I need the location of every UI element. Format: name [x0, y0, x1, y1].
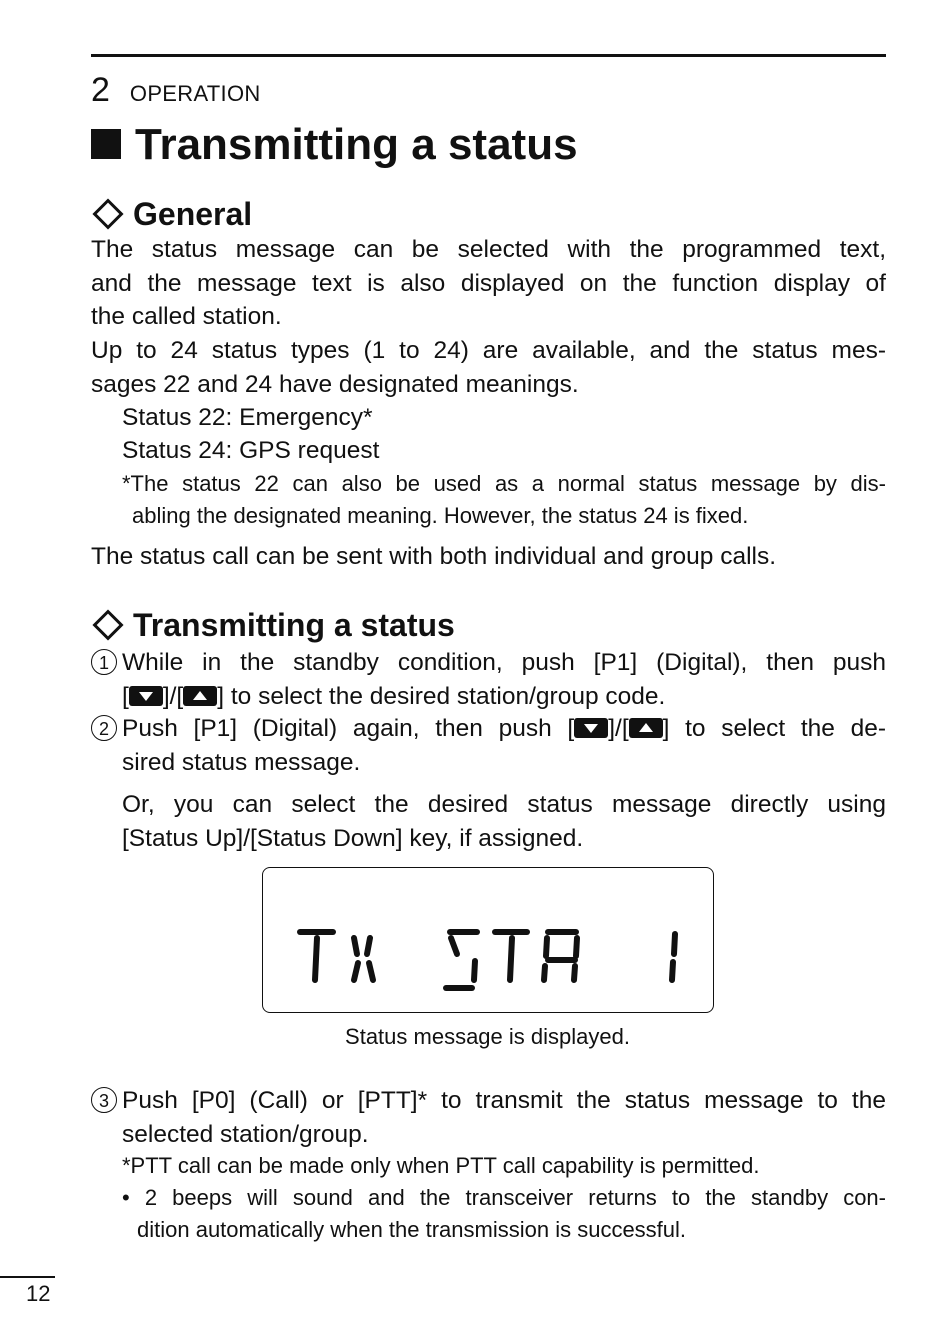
step-1: 1 While in the standby condition, push [P1] (Digital), then push [ ]/[ ] to select the desired station/group code.	[91, 646, 886, 713]
status-24-line: Status 24: GPS request	[122, 437, 380, 464]
down-arrow-key-icon	[129, 686, 163, 706]
header-rule	[91, 54, 886, 57]
step-marker: 1	[91, 649, 117, 675]
square-bullet-icon	[91, 129, 121, 159]
step-marker: 2	[91, 715, 117, 741]
footer-rule	[0, 1276, 55, 1278]
procedure-heading: Transmitting a status	[91, 606, 455, 644]
ptt-note: *PTT call can be made only when PTT call capability is permitted. • 2 beeps will sound and the transceiver returns to the standby con- dition automatically when the transmission is successful.	[122, 1153, 886, 1242]
down-arrow-key-icon	[574, 718, 608, 738]
step-3: 3 Push [P0] (Call) or [PTT]* to transmit the status message to the selected station/group.	[91, 1084, 886, 1151]
step-marker: 3	[91, 1087, 117, 1113]
chapter-number: 2	[91, 71, 110, 109]
general-paragraph-2: Up to 24 status types (1 to 24) are available, and the status mes- sages 22 and 24 have designated meanings.	[91, 337, 886, 398]
general-paragraph-1: The status message can be selected with the programmed text, and the message text is also displayed on the function display of the called station.	[91, 236, 886, 330]
step-2: 2 Push [P1] (Digital) again, then push [ ]/[ ] to select the de- sired status message. Or, you can select the desired status message directly using [Status Up]/[Status Down] key, if assigned.	[91, 712, 886, 855]
section-title	[91, 118, 578, 172]
display-caption: Status message is displayed.	[345, 1024, 630, 1049]
general-paragraph-3: The status call can be sent with both individual and group calls.	[91, 543, 777, 570]
lcd-segment-text	[263, 868, 715, 1014]
up-arrow-key-icon	[629, 718, 663, 738]
page-number: 12	[26, 1281, 51, 1306]
status-22-line: Status 22: Emergency*	[122, 404, 373, 431]
chapter-name: OPERATION	[129, 81, 261, 106]
lcd-display	[262, 867, 714, 1013]
diamond-icon	[92, 609, 123, 640]
up-arrow-key-icon	[183, 686, 217, 706]
general-heading: General	[91, 195, 252, 233]
diamond-icon	[92, 198, 123, 229]
chapter-header	[91, 70, 261, 110]
status-note: *The status 22 can also be used as a normal status message by dis- abling the designated meaning. However, the status 24 is fixed.	[122, 471, 886, 528]
section-title-text: Transmitting a status	[135, 120, 578, 169]
